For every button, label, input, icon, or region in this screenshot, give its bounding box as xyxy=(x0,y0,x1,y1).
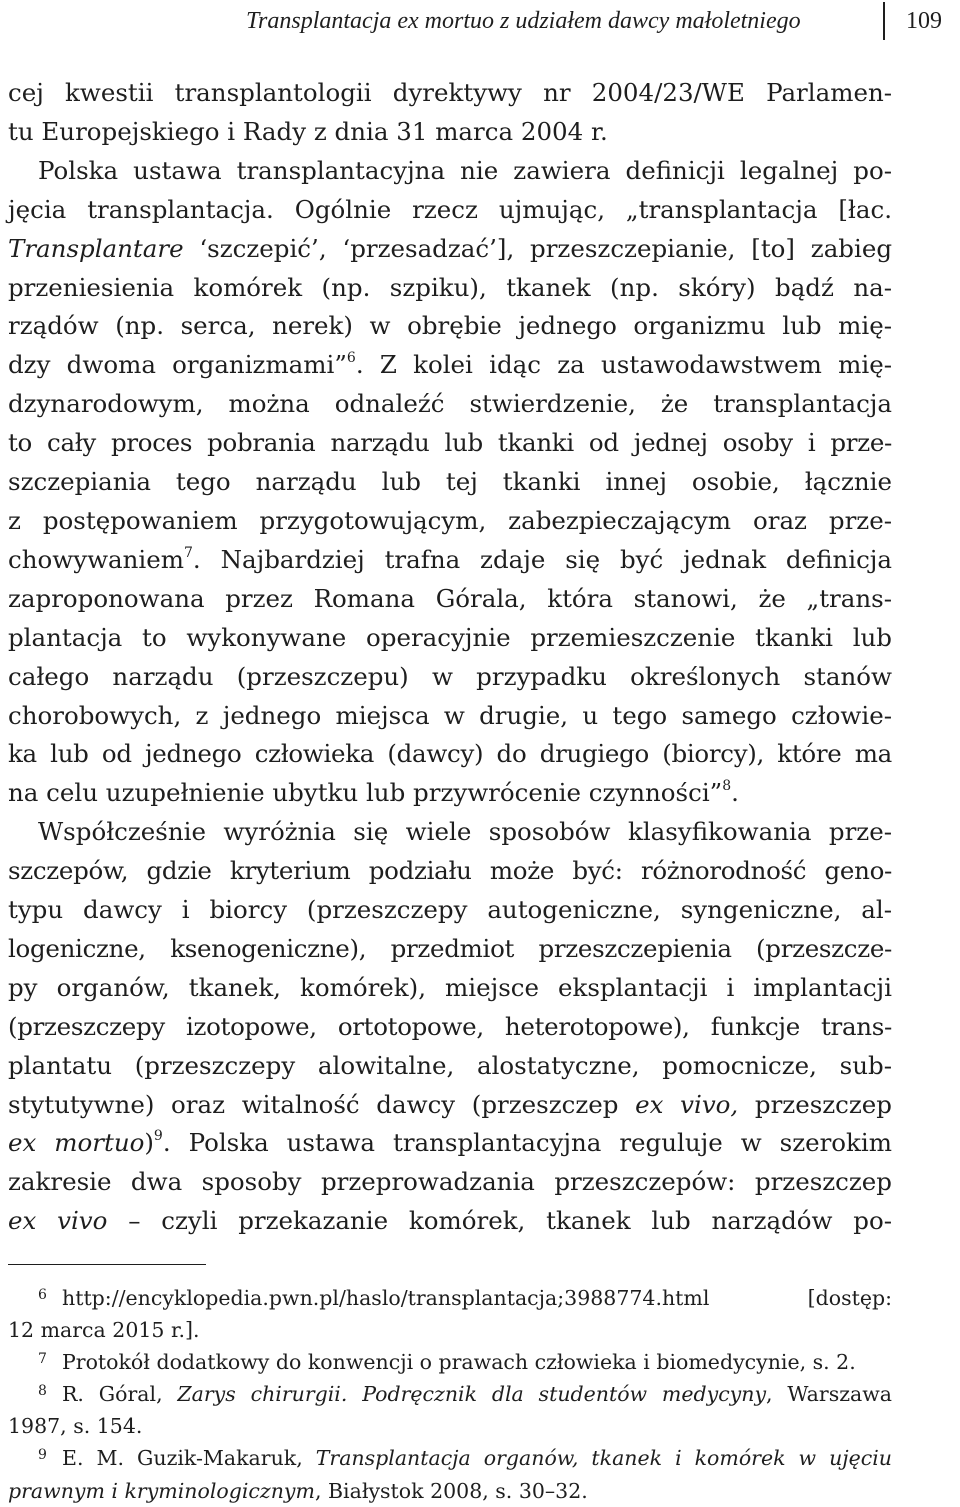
text-line: Współcześnie wyróżnia się wiele sposobów klasyfikowania prze- xyxy=(38,817,892,847)
text-line xyxy=(8,541,892,580)
text-line xyxy=(8,1124,892,1163)
footnote-7 xyxy=(8,1346,892,1378)
text-segment: . xyxy=(731,778,739,808)
text-line xyxy=(8,230,892,269)
running-title: Transplantacja ex mortuo z udziałem dawcy małoletniego xyxy=(246,8,801,34)
footnote-url-link[interactable]: http://encyklopedia.pwn.pl/haslo/transplantacja;3988774.html [dostęp: xyxy=(62,1286,892,1310)
text-line: dzynarodowym, można odnaleźć stwierdzenie, że transplantacja xyxy=(8,389,892,419)
footnote-6 xyxy=(8,1282,892,1346)
text-segment: chowywaniem xyxy=(8,544,184,574)
text-line: typu dawcy i biorcy (przeszczepy autogeniczne, syngeniczne, al- xyxy=(8,895,892,925)
text-line: zaproponowana przez Romana Górala, która stanowi, że „trans- xyxy=(8,583,892,613)
text-line xyxy=(8,1086,892,1125)
footnote-line: 8 R. Góral, Zarys chirurgii. Podręcznik dla studentów medycyny, Warszawa xyxy=(38,1382,893,1407)
footnote-text: R. Góral, xyxy=(62,1382,178,1407)
footnote-text: , Warszawa xyxy=(766,1382,893,1407)
text-segment: ‘szczepić’, ‘przesadzać’], przeszczepianie, [to] zabieg xyxy=(183,233,892,263)
book-title: Zarys chirurgii. Podręcznik dla studentów medycyny xyxy=(177,1382,767,1407)
text-line: całego narządu (przeszczepu) w przypadku określonych stanów xyxy=(8,661,892,691)
text-line: z postępowaniem przygotowującym, zabezpieczającym oraz prze- xyxy=(8,505,892,535)
text-line xyxy=(8,346,892,385)
page-number: 109 xyxy=(906,8,942,34)
text-line: logeniczne, ksenogeniczne), przedmiot przeszczepienia (przeszcze- xyxy=(8,933,892,963)
latin-term: ex mortuo xyxy=(8,1128,145,1158)
text-line: plantatu (przeszczepy alowitalne, alostatyczne, pomocnicze, sub- xyxy=(8,1050,892,1080)
text-line: szczepiania tego narządu lub tej tkanki innej osobie, łącznie xyxy=(8,467,892,497)
latin-term: Transplantare xyxy=(8,233,184,263)
footnote-8 xyxy=(8,1378,892,1442)
footnote-ref[interactable]: 6 xyxy=(346,350,356,367)
text-line xyxy=(8,774,892,813)
text-segment: stytutywne) oraz witalność dawcy (przeszczep xyxy=(8,1089,636,1119)
text-line: (przeszczepy izotopowe, ortotopowe, heterotopowe), funkcje trans- xyxy=(8,1011,892,1041)
text-line: chorobowych, z jednego miejsca w drugie, u tego samego człowie- xyxy=(8,700,892,730)
footnote-line: 7 Protokół dodatkowy do konwencji o prawach człowieka i biomedycynie, s. 2. xyxy=(38,1350,856,1375)
header-divider xyxy=(883,2,885,40)
text-segment: na celu uzupełnienie ubytku lub przywrócenie czynności” xyxy=(8,778,723,808)
text-segment: . Najbardziej trafna zdaje się być jednak definicja xyxy=(192,544,892,574)
footnote-text: E. M. Guzik-Makaruk, xyxy=(62,1446,316,1471)
text-line: zakresie dwa sposoby przeprowadzania przeszczepów: przeszczep xyxy=(8,1167,892,1197)
book-title: prawnym i kryminologicznym xyxy=(8,1478,315,1503)
latin-term: ex vivo xyxy=(8,1206,108,1236)
text-line: cej kwestii transplantologii dyrektywy nr 2004/23/WE Parlamen- xyxy=(8,78,892,107)
footnote-ref[interactable]: 7 xyxy=(184,544,193,561)
footnote-divider xyxy=(8,1264,206,1265)
text-segment: . Z kolei idąc za ustawodawstwem mię- xyxy=(355,350,892,380)
footnote-9 xyxy=(8,1442,892,1506)
text-line: tu Europejskiego i Rady z dnia 31 marca 2004 r. xyxy=(8,116,608,146)
text-line: to cały proces pobrania narządu lub tkanki od jednej osoby i prze- xyxy=(8,428,892,458)
text-line: szczepów, gdzie kryterium podziału może być: różnorodność geno- xyxy=(8,856,892,886)
text-segment: przeszczep xyxy=(738,1089,892,1119)
footnote-line: 1987, s. 154. xyxy=(8,1414,143,1439)
footnote-ref[interactable]: 9 xyxy=(153,1128,163,1145)
latin-term: ex vivo, xyxy=(635,1089,739,1119)
text-line: plantacja to wykonywane operacyjnie przemieszczenie tkanki lub xyxy=(8,622,892,652)
text-segment: dzy dwoma organizmami” xyxy=(8,350,347,380)
text-segment: . Polska ustawa transplantacyjna reguluje w szerokim xyxy=(162,1128,892,1158)
text-line: przeniesienia komórek (np. szpiku), tkanek (np. skóry) bądź na- xyxy=(8,272,892,302)
book-title: Transplantacja organów, tkanek i komórek w ujęciu xyxy=(315,1446,892,1471)
text-line xyxy=(8,1202,892,1241)
text-line: ka lub od jednego człowieka (dawcy) do drugiego (biorcy), które ma xyxy=(8,739,892,769)
footnote-line xyxy=(8,1475,892,1507)
footnote-line: 12 marca 2015 r.]. xyxy=(8,1318,200,1343)
footnote-line: 9 E. M. Guzik-Makaruk, Transplantacja organów, tkanek i komórek w ujęciu xyxy=(38,1446,892,1471)
text-line: jęcia transplantacja. Ogólnie rzecz ujmując, „transplantacja [łac. xyxy=(8,194,892,224)
footnote-text: , Białystok 2008, s. 30–32. xyxy=(314,1478,588,1503)
body-text xyxy=(8,74,892,1241)
footnote-text: Protokół dodatkowy do konwencji o prawach człowieka i biomedycynie, s. 2. xyxy=(62,1350,856,1375)
footnotes xyxy=(8,1282,892,1507)
text-line: py organów, tkanek, komórek), miejsce eksplantacji i implantacji xyxy=(8,972,892,1002)
footnote-ref[interactable]: 8 xyxy=(722,778,732,795)
footnote-line: 6 http://encyklopedia.pwn.pl/haslo/transplantacja;3988774.html [dostęp: xyxy=(38,1286,892,1310)
text-segment: – czyli przekazanie komórek, tkanek lub narządów po- xyxy=(107,1206,893,1236)
text-line: Polska ustawa transplantacyjna nie zawiera definicji legalnej po- xyxy=(38,155,892,185)
text-segment: ) xyxy=(144,1128,154,1158)
text-line: rządów (np. serca, nerek) w obrębie jednego organizmu lub mię- xyxy=(8,311,892,341)
